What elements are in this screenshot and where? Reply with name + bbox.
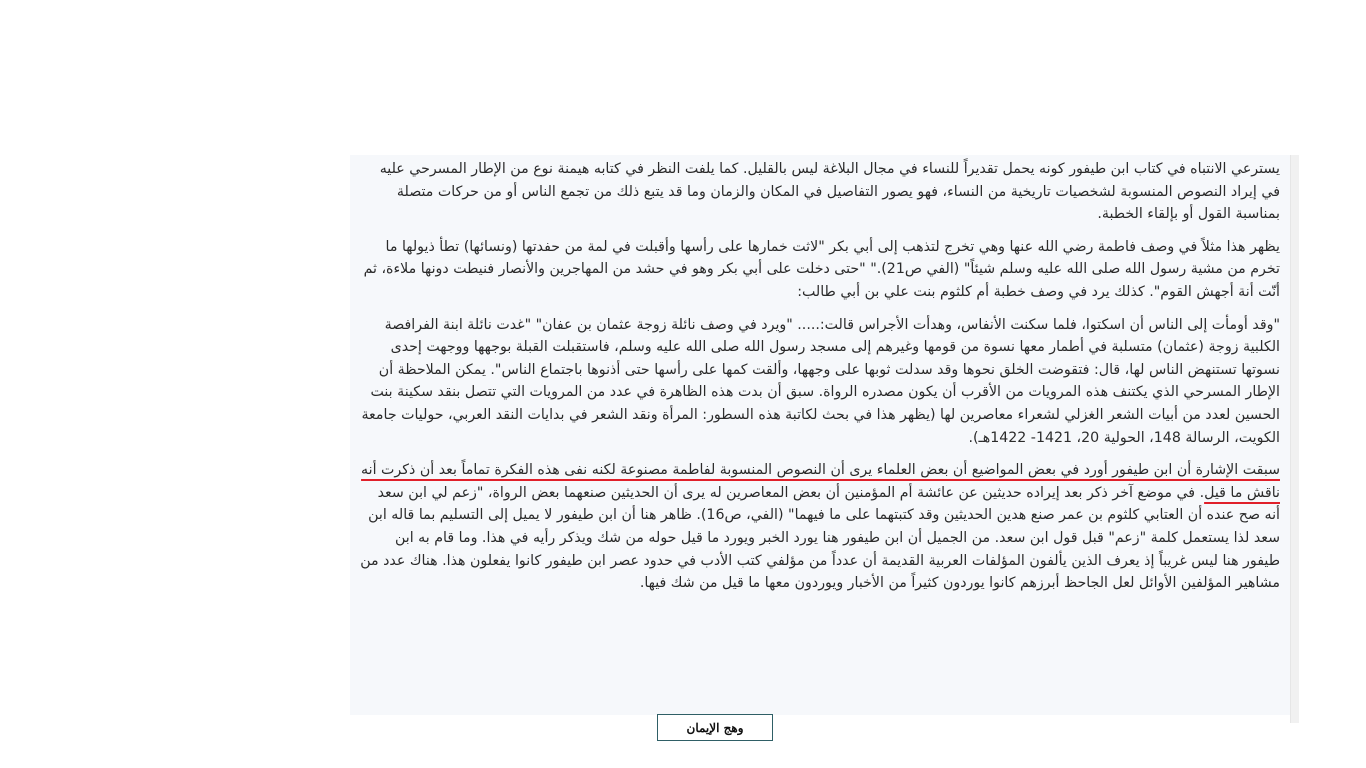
paragraph-4 [360,459,1280,595]
site-logo-box [657,714,773,741]
scroll-rail[interactable] [1290,155,1299,723]
article-body [350,155,1290,715]
highlighted-sentence: سبقت الإشارة أن ابن طيفور أورد في بعض المواضيع أن بعض العلماء يرى أن النصوص المنسوبة لفاطمة مصنوعة لكنه نفى هذه الفكرة تماماً بعد أن ذكرت أنه ناقش ما قيل [361,462,1280,501]
paragraph-1 [360,158,1280,226]
paragraph-text: يسترعي الانتباه في كتاب ابن طيفور كونه يحمل تقديراً للنساء في مجال البلاغة ليس بالقليل. كما يلفت النظر في كتابه هيمنة نوع من الإطار المسرحي عليه في إيراد النصوص المنسوبة لشخصيات تاريخية من النساء، فهو يصور التفاصيل في المكان والزمان وما قد يتبع ذلك من تجمع الناس أو من حركات متصلة بمناسبة القول أو بإلقاء الخطبة. [379,161,1280,223]
paragraph-2 [360,236,1280,304]
paragraph-text: . في موضع آخر ذكر بعد إيراده حديثين عن عائشة أم المؤمنين أن بعض المعاصرين له يرى أن الحديثين صنعهما بعض الرواة، "زعم لي ابن سعد أنه صح عنده أن العتابي كلثوم بن عمر صنع هدين الحديثين وقد كتبتهما على ما فيهما" (الفي، ص16). ظاهر هنا أن ابن طيفور لا يميل إلى التسليم بما قاله ابن سعد لذا يستعمل كلمة "زعم" قبل قول ابن سعد. من الجميل أن ابن طيفور هنا يورد الخبر ويورد ما قيل حوله من شك ويذكر رأيه في هذا. وما قام به ابن طيفور هنا ليس غريباً إذ يعرف الذين يألفون المؤلفات العربية القديمة أن عدداً من مؤلفي كتب الأدب في حدود عصر ابن طيفور كانوا يفعلون هذا. هناك عدد من مشاهير المؤلفين الأوائل لعل الجاحظ أبرزهم كانوا يوردون كثيراً من الأخبار ويوردون معها ما قيل من شك فيها. [360,484,1280,592]
paragraph-text: "وقد أومأت إلى الناس أن اسكتوا، فلما سكنت الأنفاس، وهدأت الأجراس قالت:..... "ويرد في وصف نائلة زوجة عثمان بن عفان" "غدت نائلة ابنة الفرافصة الكلبية زوجة (عثمان) متسلبة في أطمار معها نسوة من قومها وغيرهم إلى مسجد رسول الله صلى الله عليه وسلم، فاستقبلت القبلة بوجهها ووجهت إحدى نسوتها تستنهض الناس لها، قال: فتقوضت الخلق نحوها وقد سدلت ثوبها على وجهها، وألقت كمها على رأسها حتى أذنوها باجتماع الناس". يمكن الملاحظة أن الإطار المسرحي الذي يكتنف هذه المرويات من الأقرب أن يكون مصدره الرواة. سبق أن بدت هذه الظاهرة في عدد من المرويات التي تتصل بنقد سكينة بنت الحسين لعدد من أبيات الشعر الغزلي لشعراء معاصرين لها (يظهر هذا في بحث لكاتبة هذه السطور: المرأة ونقد الشعر في بدايات النقد العربي، حوليات جامعة الكويت، الرسالة 148، الحولية 20، 1421- 1422هـ). [361,316,1280,446]
site-logo-text: وهج الإيمان [686,720,744,735]
paragraph-3 [360,314,1280,450]
paragraph-text: يظهر هذا مثلاً في وصف فاطمة رضي الله عنها وهي تخرج لتذهب إلى أبي بكر "لاثت خمارها على رأسها وأقبلت في لمة من حفدتها (ونسائها) تطأ ذيولها ما تخرم من مشية رسول الله صلى الله عليه وسلم شيئاً" (الفي ص21)." "حتى دخلت على أبي بكر وهو في حشد من المهاجرين والأنصار فنيطت دونها ملاءة، ثم أنّت أنة أجهش القوم". كذلك يرد في وصف خطبة أم كلثوم بنت علي بن أبي طالب: [363,238,1280,300]
